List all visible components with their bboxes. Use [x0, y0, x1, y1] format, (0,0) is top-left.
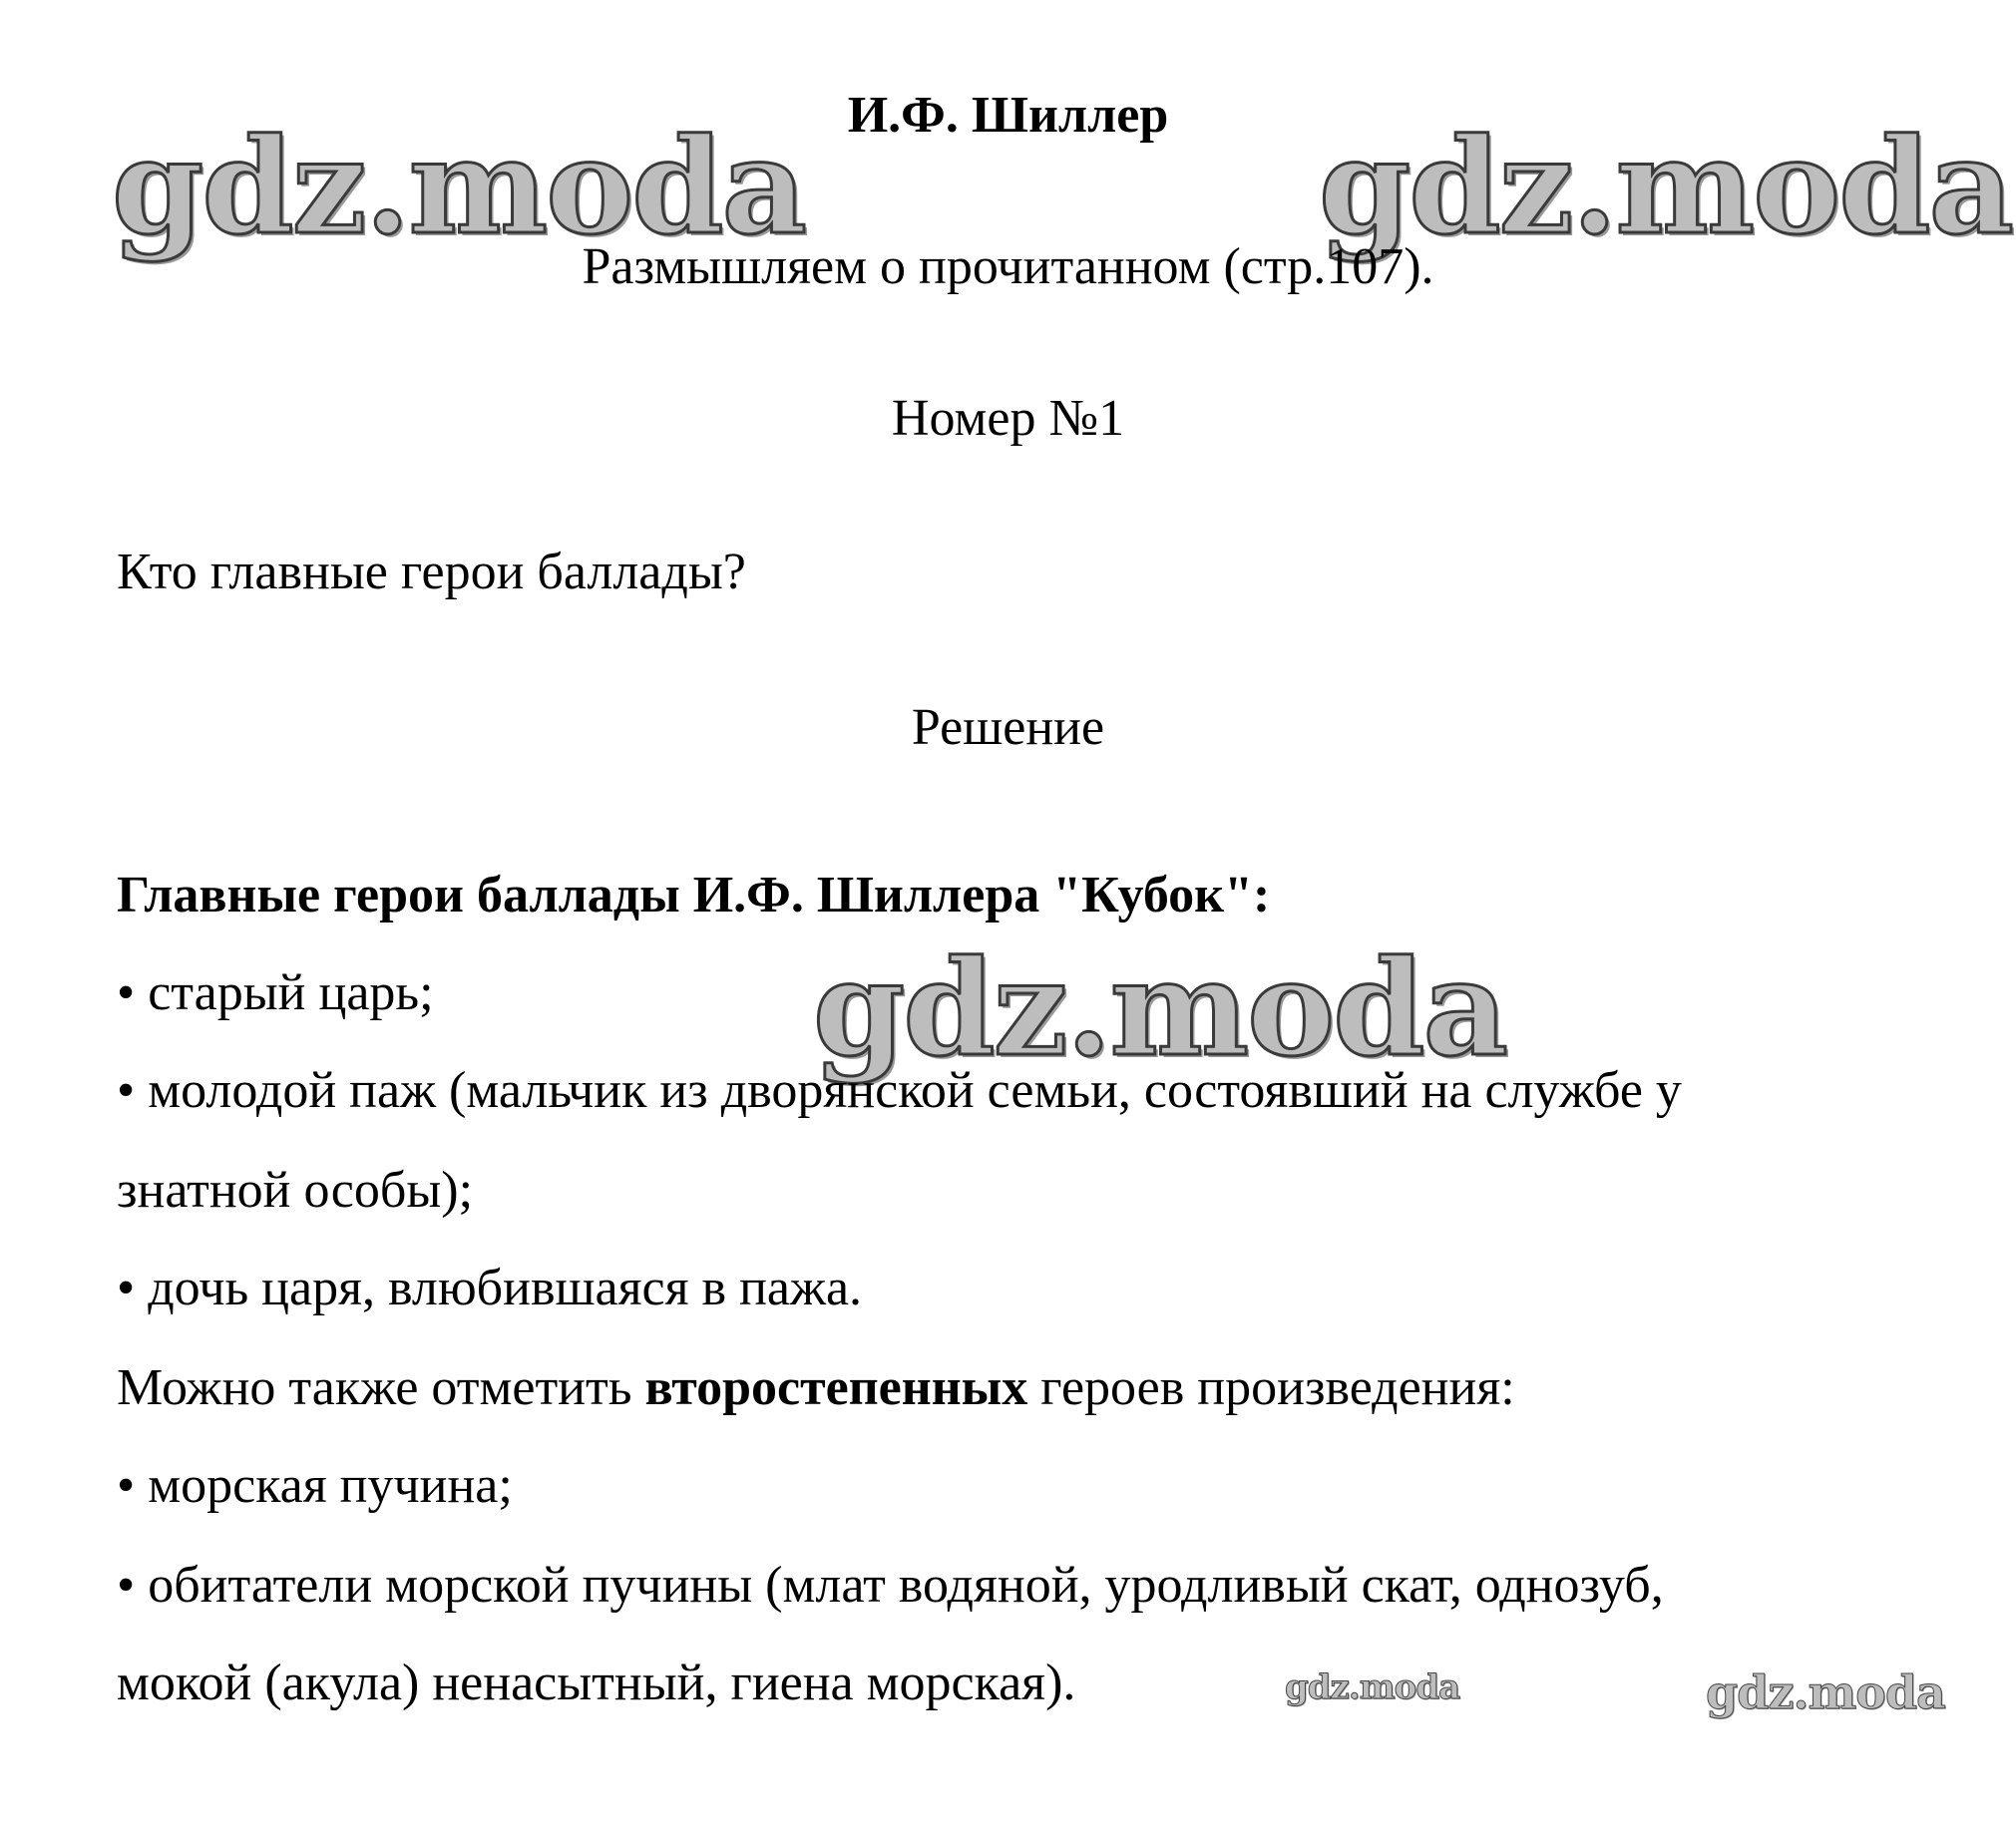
section-title: Размышляем о прочитанном (стр.107). — [582, 238, 1434, 295]
list-item-continuation: мокой (акула) ненасытный, гиена морская). — [117, 1655, 1076, 1711]
solution-label: Решение — [911, 699, 1105, 756]
watermark-logo: gdz.moda — [1706, 1665, 1945, 1719]
list-item: • морская пучина; — [117, 1457, 513, 1514]
list-item: • дочь царя, влюбившаяся в пажа. — [117, 1260, 863, 1316]
watermark-logo: gdz.moda — [112, 110, 806, 264]
watermark-logo: gdz.moda — [1285, 1667, 1460, 1707]
secondary-intro-before: Можно также отметить — [117, 1359, 645, 1416]
list-item: • молодой паж (мальчик из дворянской семьи, состоявший на службе у — [117, 1062, 1682, 1119]
secondary-intro — [117, 1358, 1515, 1418]
author-title: И.Ф. Шиллер — [847, 87, 1169, 144]
watermark-logo: gdz.moda — [813, 931, 1507, 1086]
secondary-intro-bold: второстепенных — [644, 1359, 1028, 1416]
list-item-continuation: знатной особы); — [117, 1162, 474, 1219]
secondary-intro-after: героев произведения: — [1027, 1359, 1515, 1416]
task-number: Номер №1 — [891, 390, 1125, 447]
answer-heading: Главные герои баллады И.Ф. Шиллера "Кубок": — [117, 867, 1271, 923]
list-item: • обитатели морской пучины (млат водяной, уродливый скат, однозуб, — [117, 1557, 1664, 1614]
question-text: Кто главные герои баллады? — [117, 544, 746, 600]
list-item: • старый царь; — [117, 964, 434, 1021]
watermark-logo: gdz.moda — [1319, 110, 2013, 264]
